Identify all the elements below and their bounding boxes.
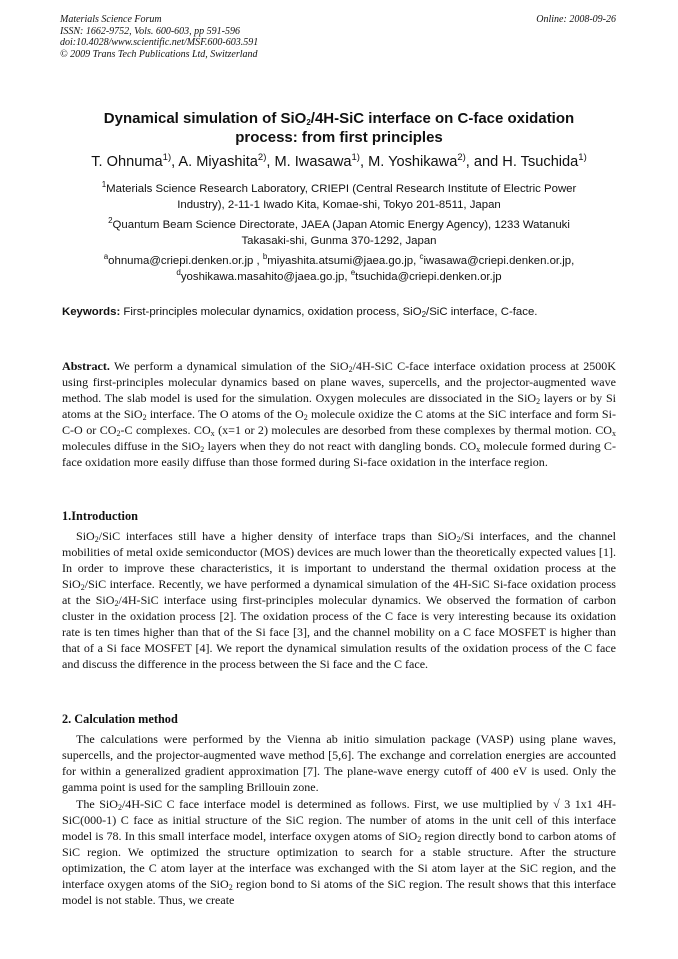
author: H. Tsuchida (502, 154, 579, 170)
introduction-paragraph: SiO$_2$/SiC interfaces still have a higher density of interface traps than SiO$_2$/Si interfaces, and the channel mobilities of metal oxide semiconductor (MOS) devices are much lower than the theoretically expected values [1]. In order to improve these characteristics, it is important to understand the thermal oxidation process at the SiO$_2$/SiC interface. Recently, we have performed a dynamical simulation of the 4H-SiC Si-face oxidation process at the SiO$_2$/4H-SiC interface using first-principles molecular dynamics. We observed the formation of carbon cluster in the oxidation process [2]. The oxidation process of the C face is very interesting because its oxidation rate is ten times higher than that of the Si face [3], and the channel mobility on a C face MOSFET is higher than that of a Si face MOSFET [4]. We report the dynamical simulation results of the oxidation process of the C face and discuss the difference in the process between the Si face and the C face. (62, 529, 617, 671)
email-link[interactable]: yoshikawa.masahito@jaea.go.jp (180, 271, 345, 283)
online-date: Online: 2008-09-26 (536, 14, 616, 25)
keywords-label: Keywords: (62, 306, 121, 318)
keywords: Keywords: First-principles molecular dynamics, oxidation process, SiO$_2$/SiC interface, C-face. (62, 306, 538, 319)
abstract-label: Abstract. (62, 359, 110, 373)
author-list: T. Ohnuma$^{1)}$, A. Miyashita$^{2)}$, M. Iwasawa$^{1)}$, M. Yoshikawa$^{2)}$, and H. Tsuchida$^{1)}$ (91, 152, 587, 170)
journal-name: Materials Science Forum (60, 14, 162, 25)
journal-info (60, 14, 616, 60)
page-header (60, 14, 616, 60)
section-heading-calculation-method: 2. Calculation method (62, 712, 178, 726)
author: A. Miyashita (178, 154, 258, 170)
section-heading-introduction: 1.Introduction (62, 509, 138, 523)
email-link[interactable]: tsuchida@criepi.denken.or.jp (355, 271, 502, 283)
affiliation-2: $^2$Quantum Beam Science Directorate, JAEA (Japan Atomic Energy Agency), 1233 Watanuki Takasaki-shi, Gunma 370-1292, Japan (108, 216, 570, 247)
issn-line: ISSN: 1662-9752, Vols. 600-603, pp 591-596 (60, 25, 240, 37)
author: M. Iwasawa (274, 154, 352, 170)
affiliation-1: $^1$Materials Science Research Laboratory, CRIEPI (Central Research Institute of Electric Power Industry), 2-11-1 Iwado Kita, Komae-shi, Tokyo 201-8511, Japan (101, 180, 577, 211)
abstract: Abstract. We perform a dynamical simulation of the SiO$_2$/4H-SiC C-face interface oxidation process at 2500K using first-principles molecular dynamics based on plane waves, supercells, and the projector-augmented wave method. The slab model is used for the simulation. Oxygen molecules are dissociated in the SiO$_2$ layers or by Si atoms at the SiO$_2$ interface. The O atoms of the $O_2$ molecule oxidize the C atoms at the SiC interface and form Si-C-O or $CO_2-C$ complexes. $CO_x$ (x=1 or 2) molecules are desorbed from these complexes by thermal motion. $CO_x$ molecules diffuse in the SiO$_2$ layers when they do not react with dangling bonds. $CO_x$ molecule formed during C-face oxidation more easily diffuse than those formed during Si-face oxidation in the interface region. (62, 359, 616, 469)
email-list: $^a$ohnuma@criepi.denken.or.jp , $^b$miyashita.atsumi@jaea.go.jp, $^c$iwasawa@criepi.denken.or.jp, $^d$yoshikawa.masahito@jaea.go.jp, $^e$tsuchida@criepi.denken.or.jp (103, 252, 575, 283)
email-link[interactable]: iwasawa@criepi.denken.or.jp, (423, 255, 575, 267)
paper-title: Dynamical simulation of SiO$_2$/4H-SiC interface on C-face oxidation process: from first principles (103, 110, 575, 146)
method-paragraph-2: The SiO$_2$/4H-SiC C face interface model is determined as follows. First, we use multiplied by √ 3 1x1 4H-SiC(000-1) C face as initial structure of the SiC region. The number of atoms in the unit cell of this interface model is 78. In this small interface model, interface oxygen atoms of SiO$_2$ region directly bond to carbon atoms of SiC region. We optimized the structure optimization to search for a stable structure. After the structure optimization, the C atom layer at the interface was exchanged with the Si atom layer at the SiC region, and the interface oxygen atoms of the SiO$_2$ region bond to Si atoms of the SiC region. The result shows that this interface model is not stable. Thus, we create (62, 797, 616, 907)
email-link[interactable]: ohnuma@criepi.denken.or.jp (108, 255, 254, 267)
author: T. Ohnuma (91, 154, 163, 170)
copyright-line: © 2009 Trans Tech Publications Ltd, Switzerland (60, 48, 258, 60)
email-link[interactable]: miyashita.atsumi@jaea.go.jp (267, 255, 414, 267)
method-paragraph-1: The calculations were performed by the Vienna ab initio simulation package (VASP) using plane waves, supercells, and the projector-augmented wave method [5,6]. The exchange and correlation energies are accounted for within a generalized gradient approximation [7]. The plane-wave energy cutoff of 400 eV is used. Only the gamma point is used for the sampling Brillouin zone. (62, 732, 616, 794)
doi-line[interactable]: doi:10.4028/www.scientific.net/MSF.600-603.591 (60, 37, 259, 48)
author: M. Yoshikawa (368, 154, 458, 170)
